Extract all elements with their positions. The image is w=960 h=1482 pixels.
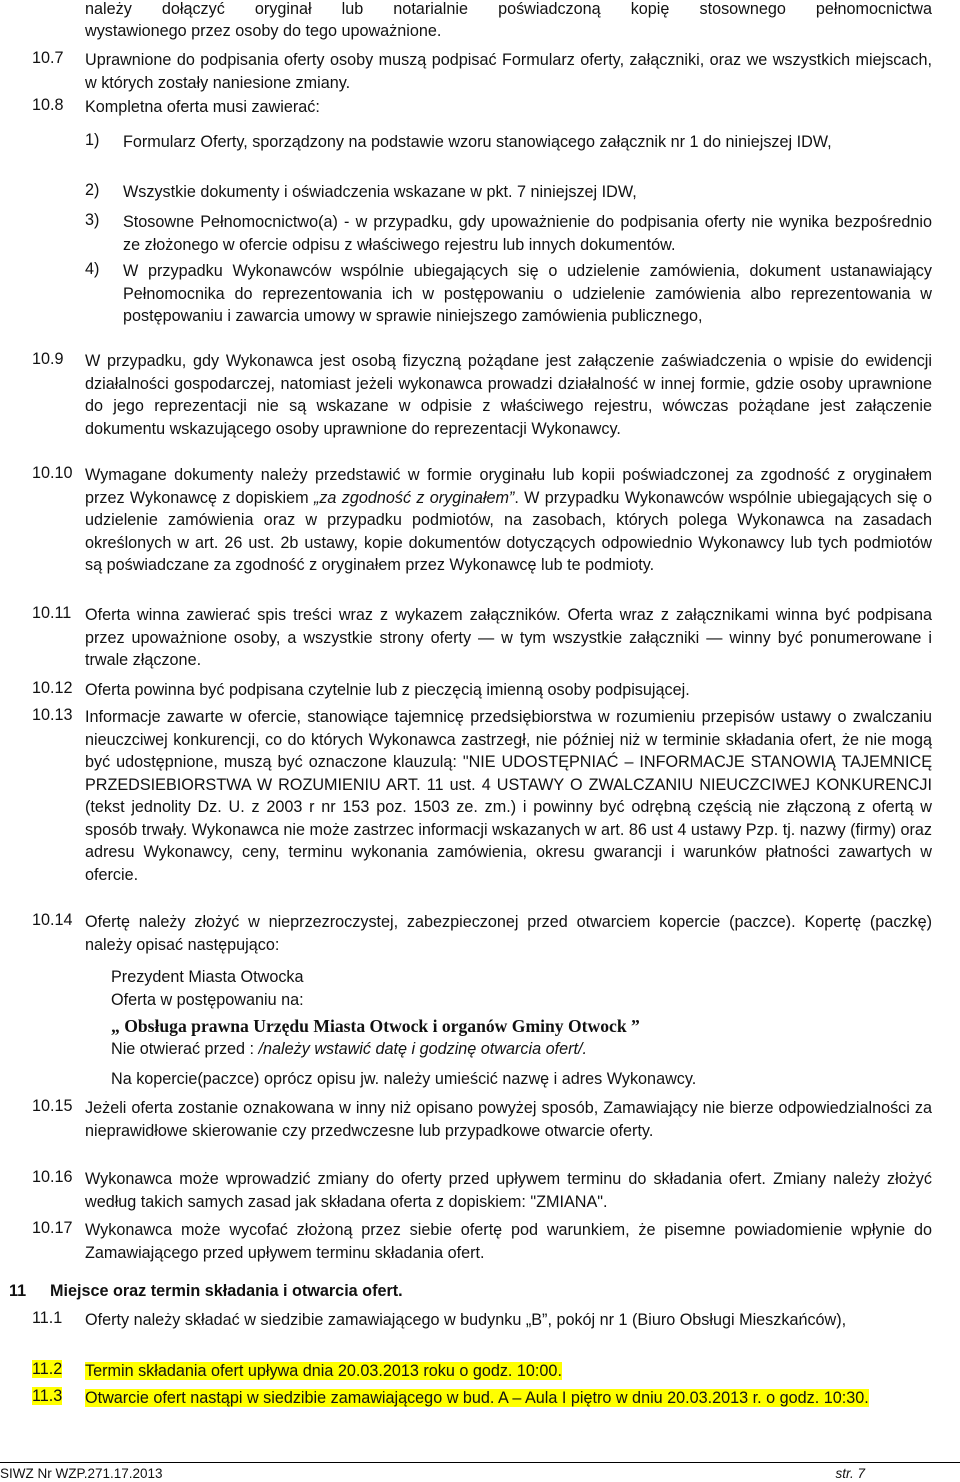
list-item-number: 4) (85, 260, 100, 278)
paragraph-11-3 (85, 1387, 932, 1410)
paragraph-number: 10.12 (32, 679, 73, 697)
envelope-addressee: Prezydent Miasta Otwocka (111, 968, 304, 986)
section-title: Miejsce oraz termin składania i otwarcia ofert. (50, 1282, 403, 1300)
paragraph-number: 10.15 (32, 1097, 73, 1115)
paragraph-10-15: Jeżeli oferta zostanie oznakowana w inny niż opisano powyżej sposób, Zamawiający nie bierze odpowiedzialności za nieprawidłowe skierowanie czy przedwczesne lub przypadkowe otwarcie oferty. (85, 1099, 932, 1140)
paragraph-number: 10.11 (32, 604, 72, 622)
paragraph-number: 10.10 (32, 464, 73, 482)
paragraph-10-11: Oferta winna zawierać spis treści wraz z wykazem załączników. Oferta wraz z załącznikami winna być podpisana przez upoważnione osoby, a wszystkie strony oferty — w tym wszystkie załączniki — winny być ponumerowane i trwale złączone. (85, 606, 932, 669)
paragraph-10-10 (85, 464, 932, 577)
paragraph-10-8: Kompletna oferta musi zawierać: (85, 98, 320, 116)
footer-page-number: str. 7 (835, 1466, 865, 1481)
envelope-subject: „ Obsługa prawna Urzędu Miasta Otwock i organów Gminy Otwock ” (111, 1016, 640, 1036)
paragraph-11-2 (85, 1360, 932, 1383)
paragraph-10-12: Oferta powinna być podpisana czytelnie lub z pieczęcią imienną osoby podpisującej. (85, 681, 690, 699)
paragraph-number: 10.8 (32, 96, 64, 114)
envelope-do-not-open (111, 1038, 696, 1061)
paragraph-10-7: Uprawnione do podpisania oferty osoby muszą podpisać Formularz oferty, załączniki, oraz we wszystkich miejscach, w których zostały naniesione zmiany. (85, 51, 932, 92)
paragraph-number: 10.14 (32, 911, 73, 929)
highlighted-text: Otwarcie ofert nastąpi w siedzibie zamawiającego w bud. A – Aula I piętro w dniu 20.03.2013 r. o godz. 10:30. (85, 1389, 869, 1407)
list-item-number: 1) (85, 131, 100, 149)
highlighted-number: 11.3 (32, 1387, 63, 1405)
highlighted-number: 11.2 (32, 1360, 63, 1378)
paragraph-number: 10.9 (32, 350, 64, 368)
list-item: W przypadku Wykonawców wspólnie ubiegających się o udzielenie zamówienia, dokument ustanawiający Pełnomocnika do reprezentowania ich w postępowaniu o udzielenie zamówienia albo reprezentowania w postępowaniu i zawarcia umowy w sprawie niniejszego zamówienia publicznego, (123, 262, 932, 325)
envelope-line: Oferta w postępowaniu na: (111, 990, 304, 1009)
text-run: Nie otwierać przed : (111, 1039, 259, 1058)
list-item: Formularz Oferty, sporządzony na podstawie wzoru stanowiącego załącznik nr 1 do niniejszej IDW, (123, 133, 832, 151)
paragraph-11-1: Oferty należy składać w siedzibie zamawiającego w budynku „B”, pokój nr 1 (Biuro Obsługi Mieszkańców), (85, 1311, 847, 1329)
paragraph-10-16: Wykonawca może wprowadzić zmiany do oferty przed upływem terminu do składania ofert. Zmiany należy złożyć według takich samych zasad jak składana oferta z dopiskiem: "ZMIANA". (85, 1170, 932, 1211)
paragraph-10-17: Wykonawca może wycofać złożoną przez siebie ofertę pod warunkiem, że pisemne powiadomienie wpłynie do Zamawiającego przed upływem terminu składania ofert. (85, 1221, 932, 1262)
paragraph-number (32, 1387, 62, 1406)
paragraph-number: 10.7 (32, 49, 64, 67)
footer-divider (0, 1462, 960, 1463)
text-run: . W przypadku Wykonawców wspólnie ubiegających się o udzielenie zamówienia oraz w przypadku podmiotów, na zasobach, których polega Wykonawca na zasadach określonych w art. 26 ust. 2b ustawy, kopie dokumentów dotyczących odpowiednio Wykonawcy lub tych podmiotów są poświadczane za zgodność z oryginałem przez Wykonawcę lub te podmioty. (85, 488, 932, 574)
paragraph-10-13: Informacje zawarte w ofercie, stanowiące tajemnicę przedsiębiorstwa w rozumieniu przepisów ustawy o zwalczaniu nieuczciwej konkurencji, co do których Wykonawca zastrzegł, nie później niż w terminie składania ofert, że nie mogą być udostępnione, muszą być oznaczone klauzulą: "NIE UDOSTĘPNIAĆ – INFORMACJE STANOWIĄ TAJEMNICĘ PRZEDSIEBIORSTWA W ROZUMIENIU ART. 11 ust. 4 USTAWY O ZWALCZANIU NIEUCZCIWEJ KONKURENCJI (tekst jednolity Dz. U. z 2003 r nr 153 poz. 1503 ze. zm.) i powinny być odrębną częścią nie złączoną z ofertą w sposób trwały. Wykonawca nie może zastrzec informacji wskazanych w art. 86 ust 4 ustawy Pzp. tj. nazwy (firmy) oraz adresu Wykonawcy, ceny, terminu wykonania zamówienia, okresu gwarancji i warunków płatności zawartych w ofercie. (85, 708, 932, 884)
envelope-description (111, 966, 696, 1091)
envelope-note: Na kopercie(paczce) oprócz opisu jw. należy umieścić nazwę i adres Wykonawcy. (111, 1070, 697, 1088)
italic-note: /należy wstawić datę i godzinę otwarcia ofert/. (258, 1039, 587, 1058)
paragraph-number: 10.16 (32, 1168, 73, 1186)
intro-line-2: wystawionego przez osoby do tego upoważnione. (85, 22, 442, 40)
paragraph-number: 11.1 (32, 1309, 63, 1327)
footer-document-id: SIWZ Nr WZP.271.17.2013 (0, 1466, 163, 1481)
list-item: Stosowne Pełnomocnictwo(a) - w przypadku, gdy upoważnienie do podpisania oferty nie wynika bezpośrednio ze złożonego w ofercie odpisu z właściwego rejestru lub innych dokumentów. (123, 213, 932, 254)
paragraph-10-14: Ofertę należy złożyć w nieprzezroczystej, zabezpieczonej przed otwarciem kopercie (paczce). Kopertę (paczkę) należy opisać następująco: (85, 913, 932, 954)
list-item-number: 2) (85, 181, 100, 199)
list-item: Wszystkie dokumenty i oświadczenia wskazane w pkt. 7 niniejszej IDW, (123, 183, 637, 201)
highlighted-text: Termin składania ofert upływa dnia 20.03.2013 roku o godz. 10:00. (85, 1362, 562, 1380)
paragraph-number (32, 1360, 62, 1379)
paragraph-number: 10.13 (32, 706, 73, 724)
paragraph-10-9: W przypadku, gdy Wykonawca jest osobą fizyczną pożądane jest załączenie zaświadczenia o wpisie do ewidencji działalności gospodarczej, natomiast jeżeli wykonawca prowadzi działalność w innej formie, gdzie osoby uprawnione do jego reprezentacji nie są wskazane w odpisie z właściwego rejestru, wówczas pożądane jest załączenie dokumentu wskazującego osoby uprawnione do reprezentacji Wykonawcy. (85, 352, 932, 438)
italic-quote: „za zgodność z oryginałem” (313, 488, 515, 507)
list-item-number: 3) (85, 211, 100, 229)
paragraph-number: 10.17 (32, 1219, 73, 1237)
intro-line-1: należy dołączyć oryginał lub notarialnie poświadczoną kopię stosownego pełnomocnictwa (85, 0, 932, 18)
section-number: 11 (9, 1282, 27, 1300)
text-run: Wymagane dokumenty należy przedstawić w formie oryginału lub kopii poświadczonej za zgodność z oryginałem przez Wykonawcę z dopiskiem (85, 466, 932, 507)
